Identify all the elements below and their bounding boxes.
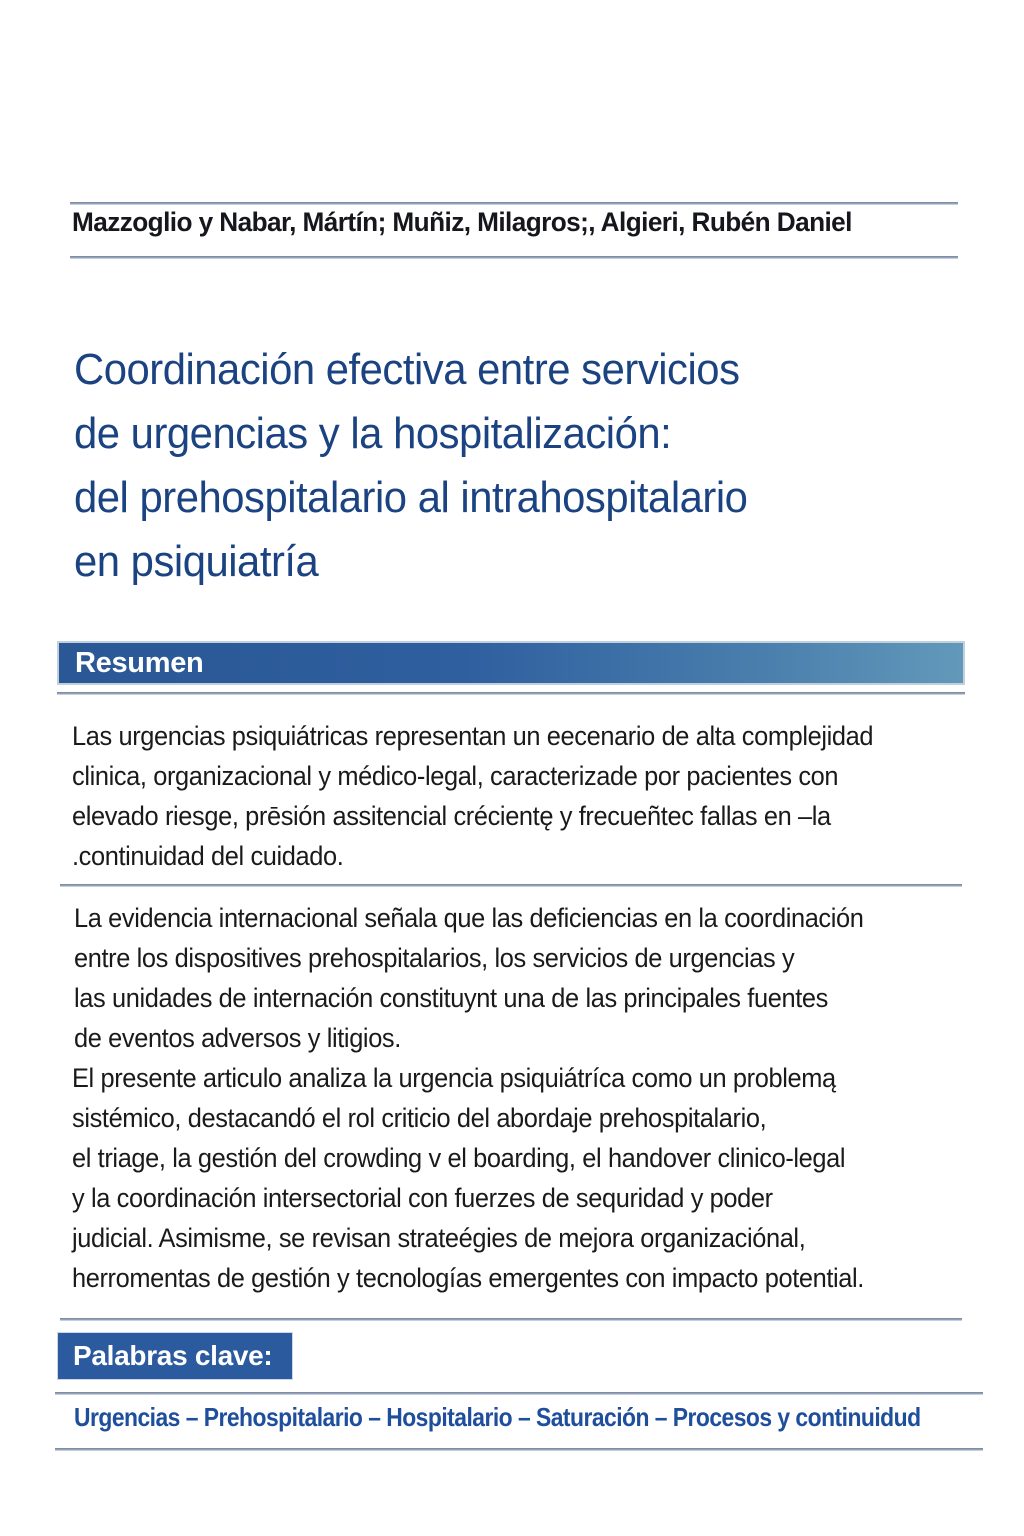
divider-below-authors — [70, 256, 958, 259]
divider-under-abstract-header — [57, 692, 965, 695]
paragraph-line: el triage, la gestión del crowding v el boarding, el handover clinico-legal — [72, 1143, 846, 1173]
paragraph-line: y la coordinación intersectorial con fuerzes de sequridad y poder — [72, 1183, 773, 1213]
paragraph-line: herromentas de gestión y tecnologías emergentes con impacto potential. — [72, 1263, 864, 1293]
abstract-paragraph-3 — [72, 1058, 915, 1298]
paragraph-line: sistémico, destacandó el rol criticio del abordaje prehospitalario, — [72, 1103, 767, 1133]
abstract-paragraph-1 — [72, 716, 924, 876]
divider-under-keywords-header — [55, 1392, 983, 1395]
paragraph-line: de eventos adversos y litigios. — [74, 1023, 401, 1053]
paragraph-line: Las urgencias psiquiátricas representan un eecenario de alta complejidad — [72, 721, 874, 751]
abstract-heading: Resumen — [75, 647, 204, 679]
divider-after-paragraph-1 — [60, 884, 962, 887]
authors-line: Mazzoglio y Nabar, Mártín; Muñiz, Milagros;, Algieri, Rubén Daniel — [72, 207, 852, 237]
paragraph-line: las unidades de internación constituynt una de las principales fuentes — [74, 983, 828, 1013]
article-title-line: del prehospitalario al intrahospitalario — [74, 473, 748, 522]
paragraph-line: La evidencia internacional señala que las deficiencias en la coordinación — [74, 903, 864, 933]
paragraph-line: entre los dispositives prehospitalarios, los servicios de urgencias y — [74, 943, 795, 973]
abstract-paragraph-2 — [74, 898, 914, 1058]
divider-before-keywords — [60, 1318, 962, 1321]
article-title — [74, 338, 783, 594]
paragraph-line: judicial. Asimisme, se revisan strateégies de mejora organizaciónal, — [72, 1223, 806, 1253]
paragraph-line: clinica, organizacional y médico-legal, caracterizade por pacientes con — [72, 761, 839, 791]
keywords-heading: Palabras clave: — [73, 1340, 273, 1371]
paragraph-line: elevado riesge, prēsión assitencial crécientę y frecueñtec fallas en –la — [72, 801, 831, 831]
abstract-section-header-bar — [57, 641, 965, 685]
keywords-list: Urgencias – Prehospitalario – Hospitalario – Saturación – Procesos y continuidud — [74, 1402, 921, 1432]
keywords-section-header-box — [57, 1332, 293, 1380]
divider-bottom — [55, 1448, 983, 1451]
divider-above-authors — [70, 202, 958, 205]
paragraph-line: El presente articulo analiza la urgencia psiquiátríca como un problemą — [72, 1063, 836, 1093]
article-title-line: en psiquiatría — [74, 537, 319, 586]
article-title-line: de urgencias y la hospitalización: — [74, 409, 672, 458]
paragraph-line: .continuidad del cuidado. — [72, 841, 344, 871]
article-title-line: Coordinación efectiva entre servicios — [74, 345, 740, 394]
